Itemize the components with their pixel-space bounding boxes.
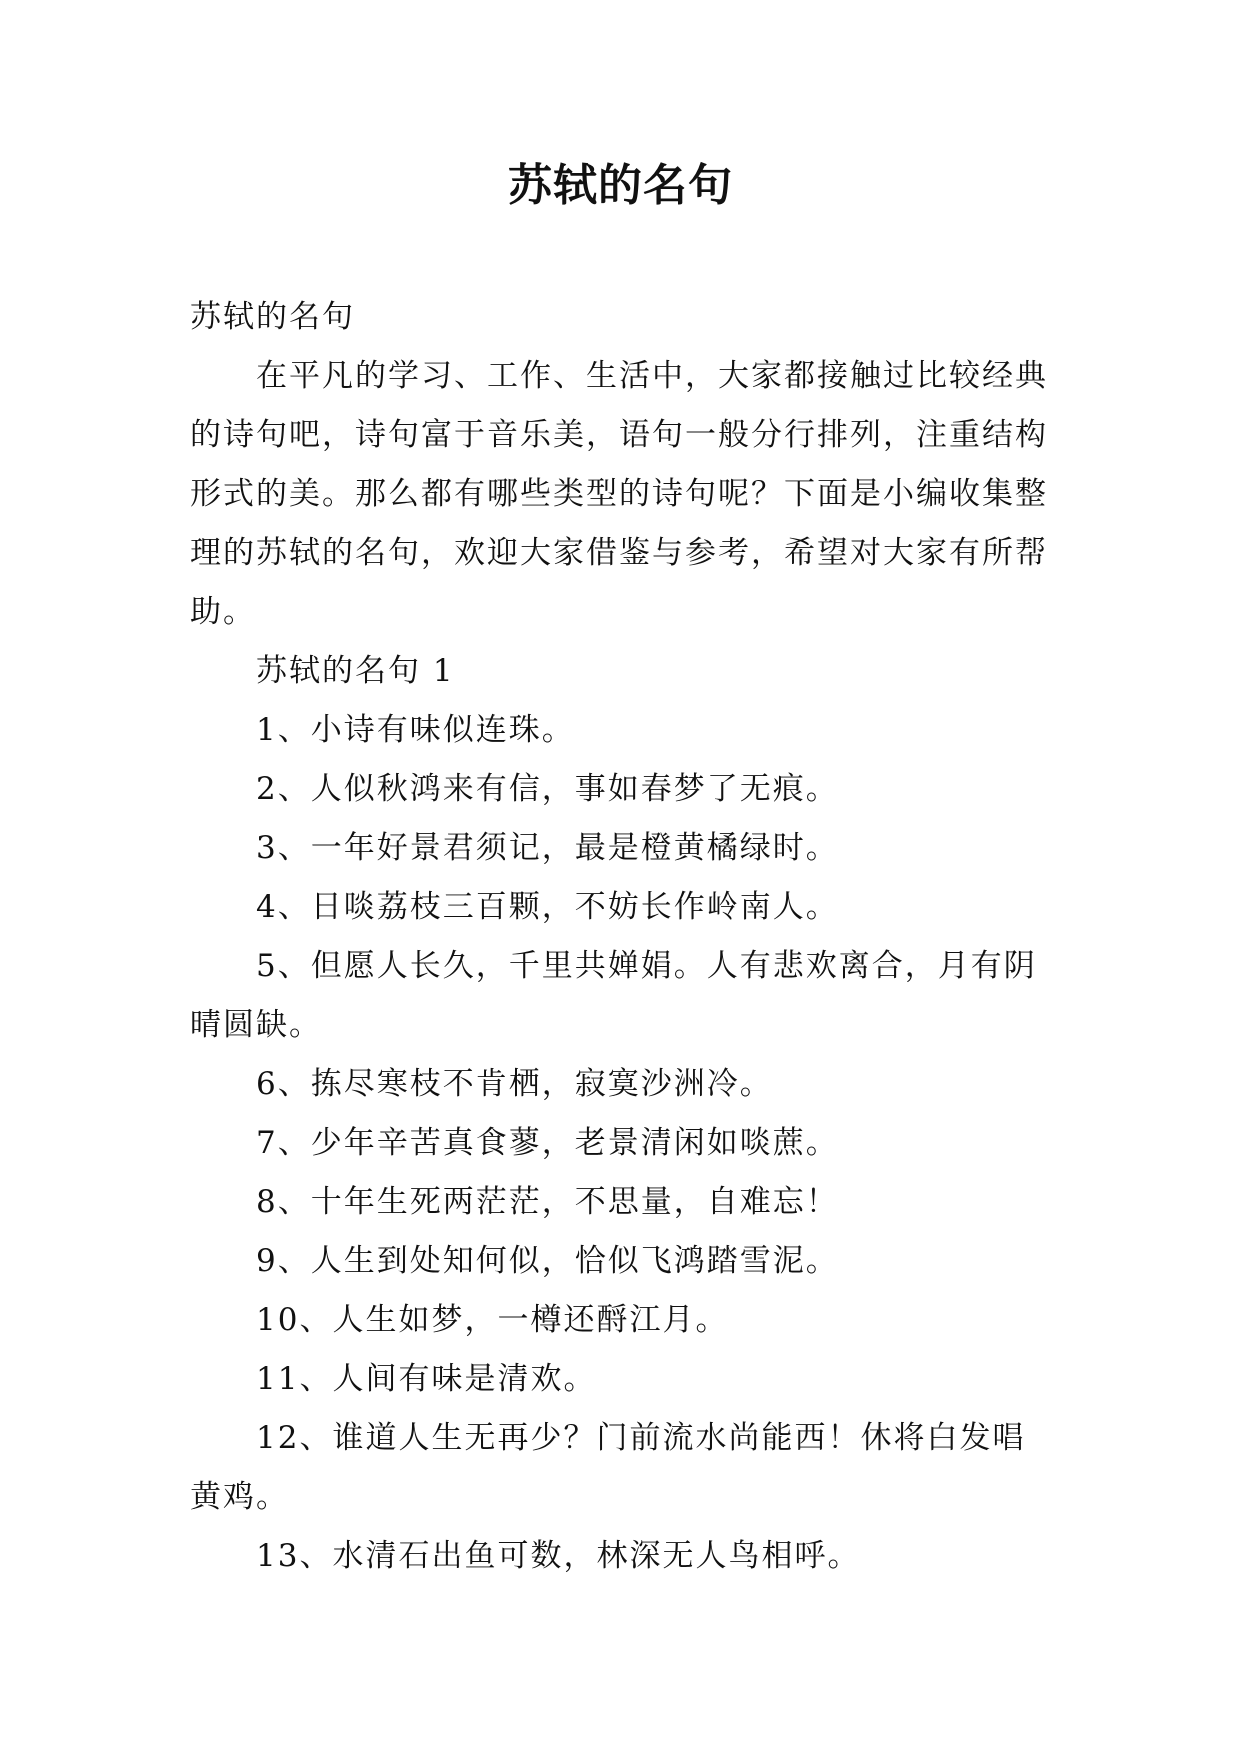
quote-item: 2、人似秋鸿来有信，事如春梦了无痕。 — [256, 771, 839, 807]
subtitle: 苏轼的名句 — [190, 299, 355, 335]
quote-item: 11、人间有味是清欢。 — [256, 1361, 597, 1397]
quote-item: 8、十年生死两茫茫，不思量，自难忘！ — [256, 1184, 839, 1220]
quote-item: 9、人生到处知何似，恰似飞鸿踏雪泥。 — [256, 1243, 839, 1279]
quote-item: 4、日啖荔枝三百颗，不妨长作岭南人。 — [256, 889, 839, 925]
quote-item: 6、拣尽寒枝不肯栖，寂寞沙洲冷。 — [256, 1066, 773, 1102]
quote-item: 13、水清石出鱼可数，林深无人鸟相呼。 — [256, 1538, 861, 1574]
intro-paragraph: 在平凡的学习、工作、生活中，大家都接触过比较经典的诗句吧，诗句富于音乐美，语句一般分行排列，注重结构形式的美。那么都有哪些类型的诗句呢？下面是小编收集整理的苏轼的名句，欢迎大家借鉴与参考，希望对大家有所帮助。 — [190, 358, 1048, 630]
document-body — [190, 288, 1056, 1586]
page-title: 苏轼的名句 — [508, 160, 733, 211]
quote-item: 1、小诗有味似连珠。 — [256, 712, 575, 748]
quote-item: 7、少年辛苦真食蓼，老景清闲如啖蔗。 — [256, 1125, 839, 1161]
quote-item: 12、谁道人生无再少？门前流水尚能西！休将白发唱黄鸡。 — [190, 1420, 1026, 1515]
section-heading: 苏轼的名句 1 — [256, 653, 455, 689]
quote-item: 5、但愿人长久，千里共婵娟。人有悲欢离合，月有阴晴圆缺。 — [190, 948, 1037, 1043]
quote-item: 3、一年好景君须记，最是橙黄橘绿时。 — [256, 830, 839, 866]
quote-item: 10、人生如梦，一樽还酹江月。 — [256, 1302, 729, 1338]
